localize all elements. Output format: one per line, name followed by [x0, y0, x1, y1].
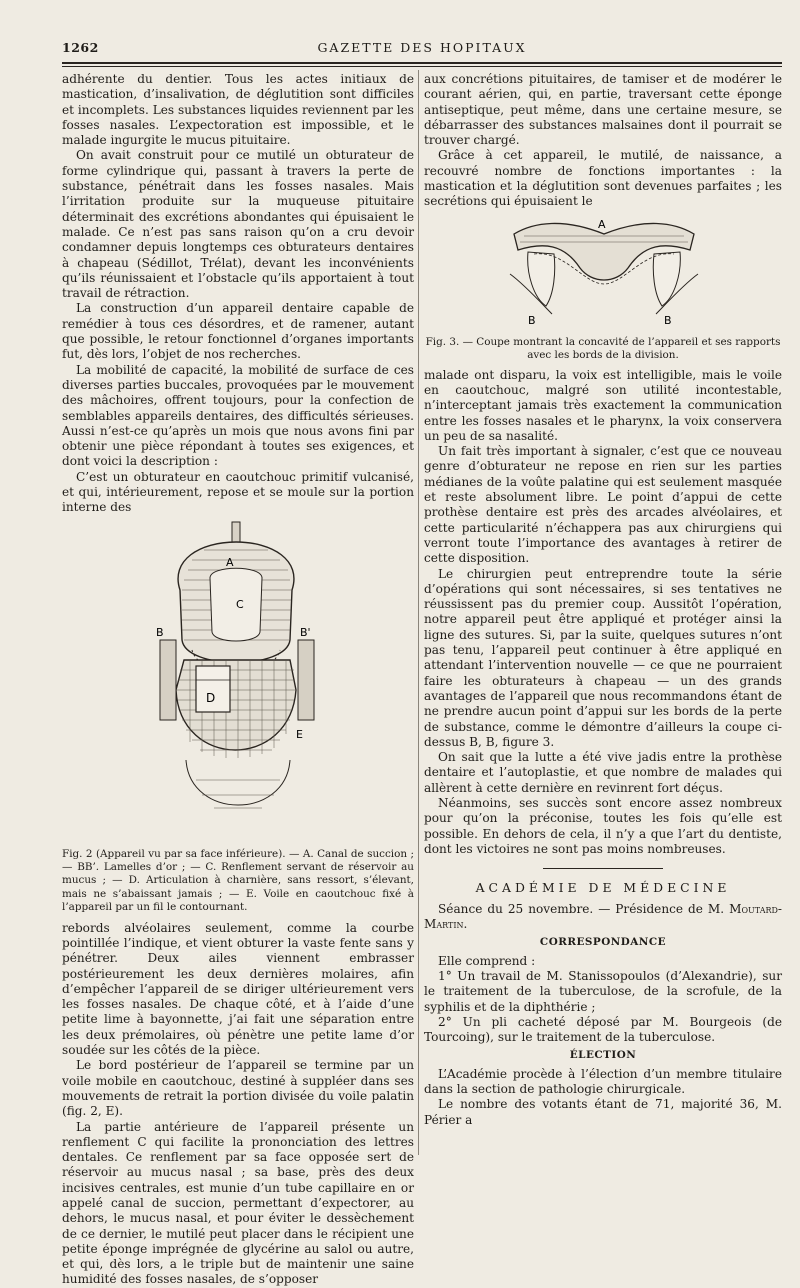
paragraph: malade ont disparu, la voix est intelligible, mais le voile en caoutchouc, malgré son utilité incontestable, n’interceptant jamais très exactement la communication entre les fosses nasales et le pharynx, la voix conservera un peu de sa nasalité. [424, 367, 782, 443]
paragraph: La construction d’un appareil dentaire capable de remédier à tous ces désordres, et de ramener, autant que possible, le retour fonctionnel d’organes importants fut, dès lors, l’objet de nos recherches. [62, 301, 414, 362]
paragraph: L’Académie procède à l’élection d’un membre titulaire dans la section de pathologie chirurgicale. [424, 1066, 782, 1097]
fig2-label-a: A [226, 555, 234, 569]
column-divider [418, 70, 419, 1155]
election-heading: ÉLECTION [569, 1049, 637, 1062]
fig2-label-bp: B' [300, 625, 311, 639]
fig3-label-b-right: B [664, 313, 672, 327]
paragraph: On sait que la lutte a été vive jadis entre la prothèse dentaire et l’autoplastie, et que nombre de malades qui allèrent à cette dernière en revinrent fort déçus. [424, 750, 782, 795]
section-title: ACADÉMIE DE MÉDECINE [475, 880, 731, 896]
fig3-label-a: A [598, 217, 606, 231]
paragraph: Grâce à cet appareil, le mutilé, de naissance, a recouvré nombre de fonctions importantes : la mastication et la déglutition sont devenues parfaites ; les secrétions qui épuisaient le [424, 148, 782, 209]
palate-section-illustration [504, 214, 704, 332]
fig3-label-b-left: B [528, 313, 536, 327]
header-rule-thin [62, 66, 782, 67]
left-column [62, 72, 414, 1288]
paragraph: Un fait très important à signaler, c’est que ce nouveau genre d’obturateur ne repose en rien sur les parties médianes de la voûte palatine qui est seulement masquée et reste absolument libre. Le point d’appui de cette prothèse dentaire est près des arcades alvéolaires, et cette particularité n’échappera pas aux chirurgiens qui verront toute l’importance des avantages à retirer de cette disposition. [424, 444, 782, 566]
paragraph: rebords alvéolaires seulement, comme la courbe pointillée l’indique, et vient obturer la vaste fente sans y pénétrer. Deux ailes viennent embrasser postérieurement les deux dernières molaires, afin d’empêcher l’appareil de se diriger ultérieurement vers les fosses nasales. De chaque côté, et à l’aide d’une petite lime à bayonnette, j’ai fait une séparation entre les deux prémolaires, où pénètre une petite lame d’or soudée sur les côtés de la pièce. [62, 920, 414, 1058]
obturator-illustration [140, 520, 340, 846]
president-name: Moutard-Martin. [424, 901, 782, 932]
figure-2-caption [62, 848, 414, 915]
fig2-label-e: E [296, 727, 303, 741]
journal-title: GAZETTE DES HOPITAUX [317, 40, 527, 55]
paragraph: La mobilité de capacité, la mobilité de surface de ces diverses parties buccales, provoquées par le mouvement des mâchoires, offrent toujours, pour la confection de semblables appareils dentaires, des difficultés sérieuses. Aussi n’est-ce qu’après un mois que nous avons fini par obtenir une pièce répondant à toutes ses exigences, et dont voici la description : [62, 362, 414, 469]
paragraph: Le bord postérieur de l’appareil se termine par un voile mobile en caoutchouc, destiné à suppléer dans ses mouvements de retrait la portion divisée du voile palatin (fig. 2, E). [62, 1058, 414, 1119]
fig2-label-d: D [206, 690, 216, 705]
correspondance-heading: CORRESPONDANCE [539, 936, 667, 949]
right-column [424, 72, 782, 1128]
figure-3 [424, 214, 782, 336]
paragraph: adhérente du dentier. Tous les actes initiaux de mastication, d’insalivation, de déglutition sont difficiles et incomplets. Les substances liquides reviennent par les fosses nasales. L’expectoration est impossible, et le malade ingurgite le mucus pituitaire. [62, 72, 414, 148]
paragraph: Néanmoins, ses succès sont encore assez nombreux pour qu’on la préconise, toutes les fois qu’elle est possible. En dehors de cela, il n’y a que l’art du dentiste, dont les victoires ne sont pas moins nombreuses. [424, 795, 782, 856]
page-number: 1262 [62, 40, 99, 55]
caption-text: Fig. 2 (Appareil vu par sa face inférieure). — A. Canal de succion ; — BB’. Lamelles d’or ; — C. Renflement servant de réservoir au mucus ; — D. Articulation à charnière, sans ressort, s’élevant, mais ne s’abaissant jamais ; — E. Voile en caoutchouc fixé à l’appareil par un fil le contournant. [62, 847, 414, 914]
paragraph: On avait construit pour ce mutilé un obturateur de forme cylindrique qui, passant à travers la perte de substance, pénétrait dans les fosses nasales. Mais l’irritation produite sur la muqueuse pituitaire déterminait des excrétions abondantes qui épuisaient le malade. Ce n’est pas sans raison qu’on a cru devoir condamner depuis longtemps ces obturateurs dentaires à chapeau (Sédillot, Trélat), devant les inconvénients qu’ils réunissaient et l’obstacle qu’ils apportaient à tout travail de rétraction. [62, 148, 414, 301]
figure-2 [62, 520, 414, 848]
header-rule-thick [62, 62, 782, 64]
paragraph: Elle comprend : [438, 953, 536, 968]
paragraph: La partie antérieure de l’appareil présente un renflement C qui facilite la prononciation des lettres dentales. Ce renflement par sa face opposée sert de réservoir au mucus nasal ; sa base, près des deux incisives centrales, est munie d’un tube capillaire en or appelé canal de succion, permettant d’expectorer, au dehors, le mucus nasal, et pour éviter le dessèchement de ce dernier, le mutilé peut placer dans le récipient une petite éponge imprégnée de glycérine au salol ou autre, et qui, dès lors, a le triple but de maintenir une saine humidité des fosses nasales, de s’opposer [62, 1119, 414, 1287]
paragraph: Le nombre des votants étant de 71, majorité 36, M. Périer a [424, 1097, 782, 1127]
paragraph: C’est un obturateur en caoutchouc primitif vulcanisé, et qui, intérieurement, repose et se moule sur la portion interne des [62, 469, 414, 515]
list-item: 2° Un pli cacheté déposé par M. Bourgeois (de Tourcoing), sur le traitement de la tuberculose. [424, 1014, 782, 1045]
section-separator [424, 861, 782, 876]
page-header [62, 40, 782, 62]
fig2-label-c: C [236, 597, 244, 611]
paragraph: Le chirurgien peut entreprendre toute la série d’opérations qui sont nécessaires, si ses tentatives ne réussissent pas du premier coup. Aussitôt l’opération, notre appareil peut être appliqué et protéger ainsi la ligne des sutures. Si, par la suite, quelques sutures n’ont pas tenu, l’appareil peut continuer à être appliqué en attendant l’intervention nouvelle — ce que ne pourraient faire les obturateurs à chapeau — un des grands avantages de l’appareil que nous recommandons étant de ne prendre aucun point d’appui sur les bords de la perte de substance, comme le démontre d’ailleurs la coupe ci-dessus B, B, figure 3. [424, 566, 782, 749]
seance-line [424, 902, 782, 933]
list-item: 1° Un travail de M. Stanissopoulos (d’Alexandrie), sur le traitement de la tuberculose, de la scrofule, de la syphilis et de la diphthérie ; [424, 968, 782, 1014]
seance-text: Séance du 25 novembre. — Présidence de M. [438, 901, 730, 916]
paragraph: aux concrétions pituitaires, de tamiser et de modérer le courant aérien, qui, en partie, traversant cette éponge antiseptique, peut même, dans une certaine mesure, se débarrasser des substances malsaines dont il pourrait se trouver chargé. [424, 72, 782, 148]
fig2-label-b: B [156, 625, 164, 639]
figure-3-caption: Fig. 3. — Coupe montrant la concavité de l’appareil et ses rapports avec les bords de la division. [425, 335, 781, 361]
